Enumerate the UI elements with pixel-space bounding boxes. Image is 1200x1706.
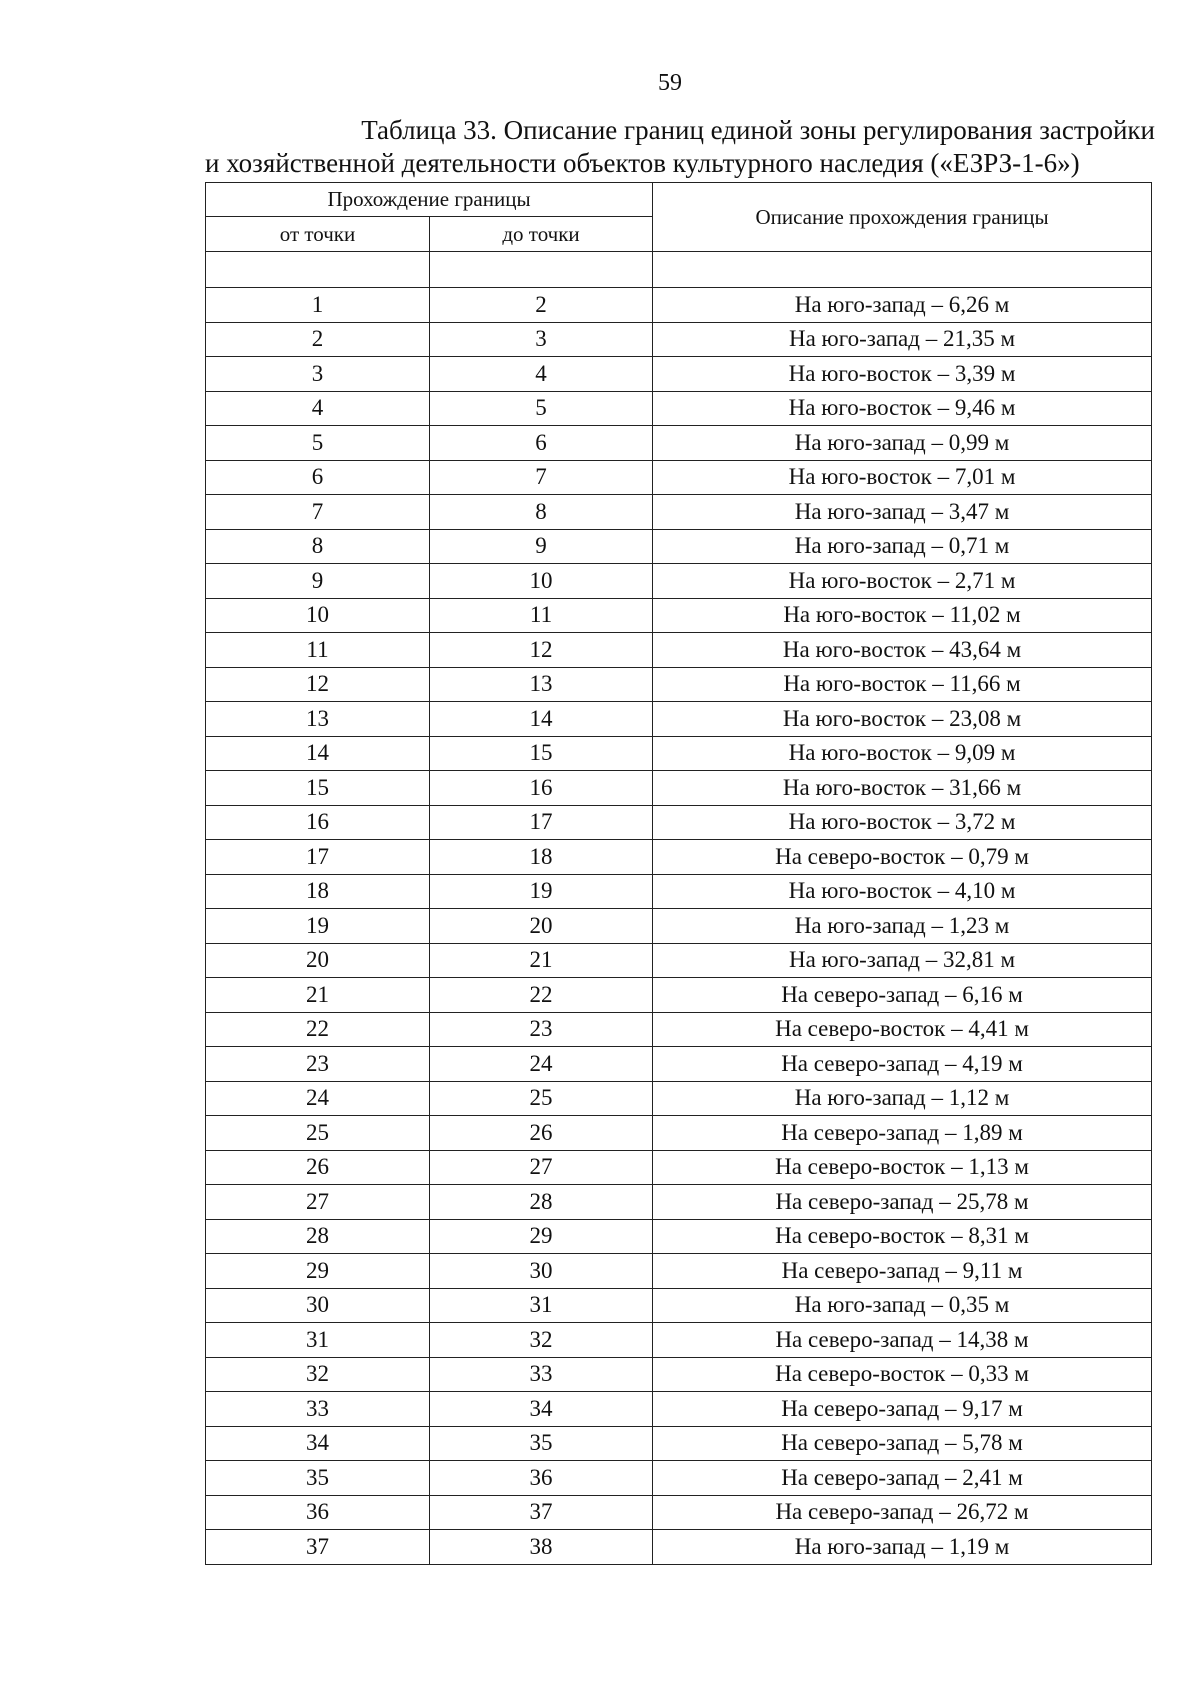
empty-cell	[430, 252, 653, 288]
header-description: Описание прохождения границы	[653, 183, 1152, 252]
description-cell: На юго-запад – 0,35 м	[653, 1288, 1152, 1323]
to-point-cell: 37	[430, 1495, 653, 1530]
to-point-cell: 24	[430, 1047, 653, 1082]
description-cell: На юго-восток – 23,08 м	[653, 702, 1152, 737]
from-point-cell: 35	[206, 1461, 430, 1496]
table-row	[206, 1323, 1152, 1358]
description-cell: На северо-восток – 4,41 м	[653, 1012, 1152, 1047]
to-point-cell: 16	[430, 771, 653, 806]
table-row	[206, 1392, 1152, 1427]
from-point-cell: 28	[206, 1219, 430, 1254]
to-point-cell: 31	[430, 1288, 653, 1323]
description-cell: На северо-запад – 14,38 м	[653, 1323, 1152, 1358]
description-cell: На юго-запад – 3,47 м	[653, 495, 1152, 530]
to-point-cell: 12	[430, 633, 653, 668]
table-row	[206, 1461, 1152, 1496]
to-point-cell: 26	[430, 1116, 653, 1151]
to-point-cell: 11	[430, 598, 653, 633]
from-point-cell: 8	[206, 529, 430, 564]
to-point-cell: 9	[430, 529, 653, 564]
table-row	[206, 633, 1152, 668]
to-point-cell: 29	[430, 1219, 653, 1254]
table-row	[206, 564, 1152, 599]
table-row	[206, 1357, 1152, 1392]
description-cell: На юго-запад – 0,99 м	[653, 426, 1152, 461]
table-row	[206, 357, 1152, 392]
to-point-cell: 8	[430, 495, 653, 530]
to-point-cell: 23	[430, 1012, 653, 1047]
empty-cell	[653, 252, 1152, 288]
from-point-cell: 16	[206, 805, 430, 840]
from-point-cell: 15	[206, 771, 430, 806]
to-point-cell: 4	[430, 357, 653, 392]
table-row	[206, 426, 1152, 461]
table-row	[206, 529, 1152, 564]
from-point-cell: 37	[206, 1530, 430, 1565]
to-point-cell: 27	[430, 1150, 653, 1185]
page-number: 59	[658, 70, 682, 96]
table-row	[206, 391, 1152, 426]
table-row	[206, 702, 1152, 737]
table-row	[206, 1150, 1152, 1185]
description-cell: На северо-запад – 26,72 м	[653, 1495, 1152, 1530]
table-row	[206, 460, 1152, 495]
to-point-cell: 10	[430, 564, 653, 599]
from-point-cell: 36	[206, 1495, 430, 1530]
description-cell: На юго-восток – 4,10 м	[653, 874, 1152, 909]
description-cell: На юго-восток – 7,01 м	[653, 460, 1152, 495]
to-point-cell: 17	[430, 805, 653, 840]
from-point-cell: 13	[206, 702, 430, 737]
description-cell: На юго-запад – 21,35 м	[653, 322, 1152, 357]
description-cell: На северо-запад – 25,78 м	[653, 1185, 1152, 1220]
to-point-cell: 30	[430, 1254, 653, 1289]
to-point-cell: 38	[430, 1530, 653, 1565]
from-point-cell: 9	[206, 564, 430, 599]
table-title-line-1: Таблица 33. Описание границ единой зоны регулирования застройки	[361, 115, 1155, 145]
table-row	[206, 909, 1152, 944]
from-point-cell: 14	[206, 736, 430, 771]
description-cell: На северо-запад – 2,41 м	[653, 1461, 1152, 1496]
header-from-point: от точки	[206, 217, 430, 252]
table-title	[205, 114, 1155, 180]
description-cell: На северо-восток – 1,13 м	[653, 1150, 1152, 1185]
description-cell: На северо-запад – 5,78 м	[653, 1426, 1152, 1461]
from-point-cell: 19	[206, 909, 430, 944]
table-row	[206, 978, 1152, 1013]
from-point-cell: 33	[206, 1392, 430, 1427]
table-body	[206, 288, 1152, 1565]
to-point-cell: 14	[430, 702, 653, 737]
description-cell: На юго-восток – 43,64 м	[653, 633, 1152, 668]
table-row	[206, 1426, 1152, 1461]
table-row	[206, 288, 1152, 323]
to-point-cell: 35	[430, 1426, 653, 1461]
from-point-cell: 10	[206, 598, 430, 633]
description-cell: На юго-восток – 9,46 м	[653, 391, 1152, 426]
table-row	[206, 598, 1152, 633]
to-point-cell: 6	[430, 426, 653, 461]
from-point-cell: 7	[206, 495, 430, 530]
table-row	[206, 1288, 1152, 1323]
table-row	[206, 322, 1152, 357]
description-cell: На северо-восток – 0,33 м	[653, 1357, 1152, 1392]
table-row	[206, 1530, 1152, 1565]
to-point-cell: 13	[430, 667, 653, 702]
table-row	[206, 1012, 1152, 1047]
from-point-cell: 24	[206, 1081, 430, 1116]
from-point-cell: 2	[206, 322, 430, 357]
table-row	[206, 1495, 1152, 1530]
from-point-cell: 20	[206, 943, 430, 978]
description-cell: На северо-запад – 9,11 м	[653, 1254, 1152, 1289]
description-cell: На юго-восток – 11,66 м	[653, 667, 1152, 702]
table-row	[206, 805, 1152, 840]
from-point-cell: 17	[206, 840, 430, 875]
description-cell: На юго-восток – 31,66 м	[653, 771, 1152, 806]
from-point-cell: 11	[206, 633, 430, 668]
to-point-cell: 2	[430, 288, 653, 323]
from-point-cell: 26	[206, 1150, 430, 1185]
description-cell: На юго-восток – 3,39 м	[653, 357, 1152, 392]
to-point-cell: 21	[430, 943, 653, 978]
description-cell: На юго-запад – 32,81 м	[653, 943, 1152, 978]
from-point-cell: 21	[206, 978, 430, 1013]
table-row	[206, 840, 1152, 875]
from-point-cell: 4	[206, 391, 430, 426]
to-point-cell: 20	[430, 909, 653, 944]
description-cell: На юго-восток – 2,71 м	[653, 564, 1152, 599]
to-point-cell: 28	[430, 1185, 653, 1220]
description-cell: На юго-восток – 11,02 м	[653, 598, 1152, 633]
table-row	[206, 667, 1152, 702]
from-point-cell: 5	[206, 426, 430, 461]
to-point-cell: 36	[430, 1461, 653, 1496]
from-point-cell: 12	[206, 667, 430, 702]
to-point-cell: 34	[430, 1392, 653, 1427]
to-point-cell: 32	[430, 1323, 653, 1358]
to-point-cell: 22	[430, 978, 653, 1013]
table-row	[206, 943, 1152, 978]
to-point-cell: 19	[430, 874, 653, 909]
table-row	[206, 1185, 1152, 1220]
to-point-cell: 5	[430, 391, 653, 426]
table-row	[206, 1219, 1152, 1254]
table-title-line-2: и хозяйственной деятельности объектов культурного наследия («ЕЗРЗ-1-6»)	[205, 148, 1080, 178]
to-point-cell: 3	[430, 322, 653, 357]
from-point-cell: 30	[206, 1288, 430, 1323]
header-boundary-passage: Прохождение границы	[206, 183, 653, 217]
empty-cell	[206, 252, 430, 288]
from-point-cell: 6	[206, 460, 430, 495]
table-row	[206, 874, 1152, 909]
description-cell: На юго-восток – 9,09 м	[653, 736, 1152, 771]
from-point-cell: 25	[206, 1116, 430, 1151]
description-cell: На северо-запад – 6,16 м	[653, 978, 1152, 1013]
from-point-cell: 32	[206, 1357, 430, 1392]
table-row	[206, 736, 1152, 771]
from-point-cell: 18	[206, 874, 430, 909]
to-point-cell: 25	[430, 1081, 653, 1116]
table-row	[206, 1254, 1152, 1289]
description-cell: На северо-восток – 0,79 м	[653, 840, 1152, 875]
description-cell: На юго-запад – 0,71 м	[653, 529, 1152, 564]
from-point-cell: 27	[206, 1185, 430, 1220]
table-row	[206, 495, 1152, 530]
to-point-cell: 15	[430, 736, 653, 771]
description-cell: На юго-запад – 6,26 м	[653, 288, 1152, 323]
from-point-cell: 31	[206, 1323, 430, 1358]
description-cell: На юго-запад – 1,19 м	[653, 1530, 1152, 1565]
boundary-table	[205, 182, 1152, 1565]
from-point-cell: 23	[206, 1047, 430, 1082]
to-point-cell: 7	[430, 460, 653, 495]
table-row	[206, 1081, 1152, 1116]
header-to-point: до точки	[430, 217, 653, 252]
description-cell: На северо-запад – 4,19 м	[653, 1047, 1152, 1082]
description-cell: На северо-запад – 1,89 м	[653, 1116, 1152, 1151]
description-cell: На юго-запад – 1,12 м	[653, 1081, 1152, 1116]
to-point-cell: 18	[430, 840, 653, 875]
from-point-cell: 34	[206, 1426, 430, 1461]
from-point-cell: 1	[206, 288, 430, 323]
description-cell: На северо-восток – 8,31 м	[653, 1219, 1152, 1254]
table-row	[206, 771, 1152, 806]
table-row	[206, 1047, 1152, 1082]
empty-row	[206, 252, 1152, 288]
to-point-cell: 33	[430, 1357, 653, 1392]
description-cell: На северо-запад – 9,17 м	[653, 1392, 1152, 1427]
description-cell: На юго-запад – 1,23 м	[653, 909, 1152, 944]
from-point-cell: 22	[206, 1012, 430, 1047]
from-point-cell: 3	[206, 357, 430, 392]
table-row	[206, 1116, 1152, 1151]
description-cell: На юго-восток – 3,72 м	[653, 805, 1152, 840]
from-point-cell: 29	[206, 1254, 430, 1289]
